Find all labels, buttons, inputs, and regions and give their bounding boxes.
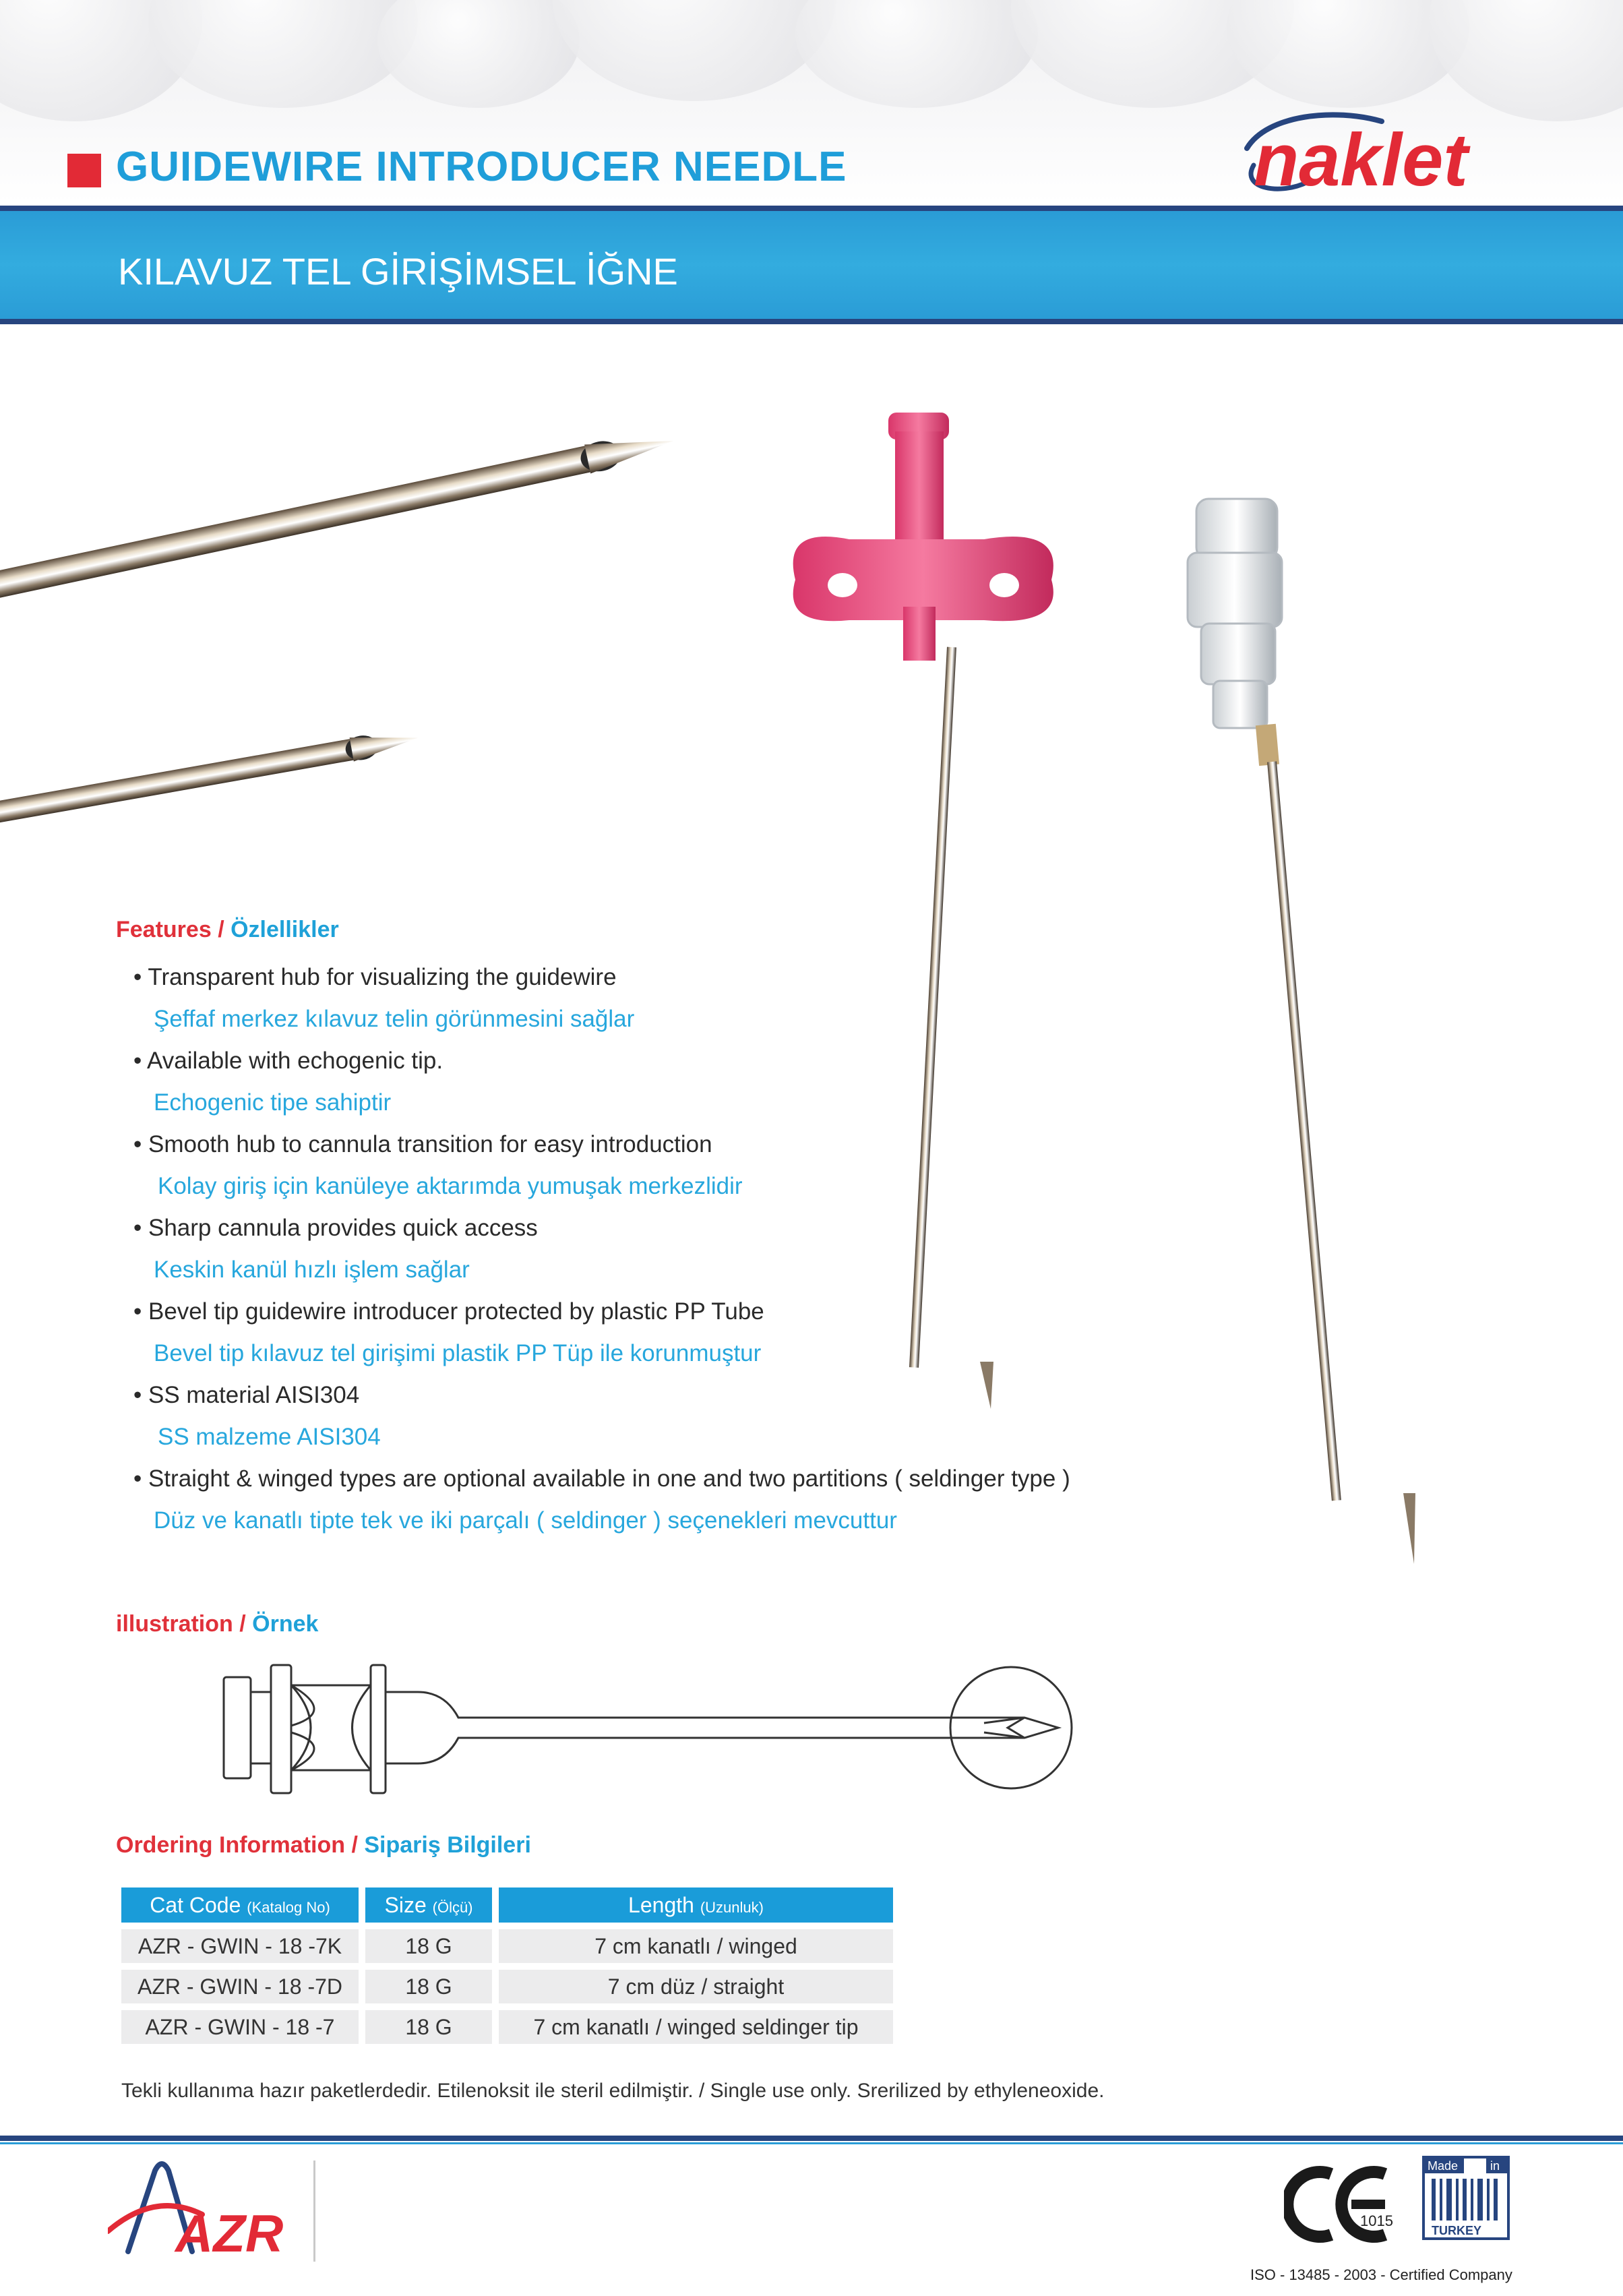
feature-item: • Sharp cannula provides quick access xyxy=(133,1215,538,1241)
feature-item: • Straight & winged types are optional available in one and two partitions ( seldinger type ) xyxy=(133,1466,1070,1492)
cell-size: 18 G xyxy=(365,1929,492,1963)
feature-item-tr: Düz ve kanatlı tipte tek ve iki parçalı ( seldinger ) seçenekleri mevcuttur xyxy=(154,1507,897,1534)
azr-logo xyxy=(108,2150,283,2265)
page-subtitle: KILAVUZ TEL GİRİŞİMSEL İĞNE xyxy=(118,250,678,293)
column-header-cat-code: Cat Code (Katalog No) xyxy=(121,1887,359,1923)
footer-rule xyxy=(0,2136,1623,2141)
feature-item-tr: Keskin kanül hızlı işlem sağlar xyxy=(154,1257,470,1283)
feature-item-tr: Kolay giriş için kanüleye aktarımda yumuşak merkezlidir xyxy=(158,1173,743,1199)
feature-item-tr: Echogenic tipe sahiptir xyxy=(154,1089,392,1116)
feature-item: • Smooth hub to cannula transition for easy introduction xyxy=(133,1131,712,1157)
footer-rule-accent xyxy=(0,2142,1623,2144)
svg-text:TURKEY: TURKEY xyxy=(1432,2224,1482,2237)
footer-divider xyxy=(313,2161,315,2262)
feature-item: • Bevel tip guidewire introducer protected by plastic PP Tube xyxy=(133,1298,764,1325)
column-header-length: Length (Uzunluk) xyxy=(499,1887,893,1923)
svg-text:in: in xyxy=(1490,2159,1500,2173)
cell-cat-code: AZR - GWIN - 18 -7 xyxy=(121,2010,359,2044)
feature-item-tr: Şeffaf merkez kılavuz telin görünmesini sağlar xyxy=(154,1006,635,1032)
feature-item-tr: Bevel tip kılavuz tel girişimi plastik PP Tüp ile korunmuştur xyxy=(154,1340,762,1366)
svg-text:AZR: AZR xyxy=(175,2204,283,2263)
svg-text:naklet: naklet xyxy=(1254,119,1468,202)
feature-item: • Available with echogenic tip. xyxy=(133,1048,443,1074)
ordering-heading: Ordering Information / Sipariş Bilgileri xyxy=(116,1832,531,1858)
cell-length: 7 cm düz / straight xyxy=(499,1970,893,2003)
cell-length: 7 cm kanatlı / winged xyxy=(499,1929,893,1963)
column-header-size: Size (Ölçü) xyxy=(365,1887,492,1923)
usage-note: Tekli kullanıma hazır paketlerdedir. Etilenoksit ile steril edilmiştir. / Single use only. Srerilized by ethyleneoxide. xyxy=(121,2080,1105,2102)
feature-item-tr: SS malzeme AISI304 xyxy=(158,1424,381,1450)
cell-length: 7 cm kanatlı / winged seldinger tip xyxy=(499,2010,893,2044)
ce-mark-icon xyxy=(1284,2161,1412,2248)
title-marker xyxy=(67,154,101,187)
cell-size: 18 G xyxy=(365,2010,492,2044)
cell-size: 18 G xyxy=(365,1970,492,2003)
cell-cat-code: AZR - GWIN - 18 -7D xyxy=(121,1970,359,2003)
features-heading: Features / Özlellikler xyxy=(116,917,339,942)
iso-certification: ISO - 13485 - 2003 - Certified Company xyxy=(1250,2266,1512,2283)
feature-item: • Transparent hub for visualizing the guidewire xyxy=(133,964,617,990)
ordering-table xyxy=(121,1887,910,2049)
naklet-logo xyxy=(1227,101,1523,209)
svg-text:Made: Made xyxy=(1428,2159,1459,2173)
made-in-turkey-badge xyxy=(1422,2156,1510,2240)
illustration-heading: illustration / Örnek xyxy=(116,1611,319,1637)
needle-illustration xyxy=(216,1645,1105,1820)
ce-number: 1015 xyxy=(1360,2212,1393,2229)
cell-cat-code: AZR - GWIN - 18 -7K xyxy=(121,1929,359,1963)
page-title: GUIDEWIRE INTRODUCER NEEDLE xyxy=(116,144,847,190)
feature-item: • SS material AISI304 xyxy=(133,1382,360,1408)
